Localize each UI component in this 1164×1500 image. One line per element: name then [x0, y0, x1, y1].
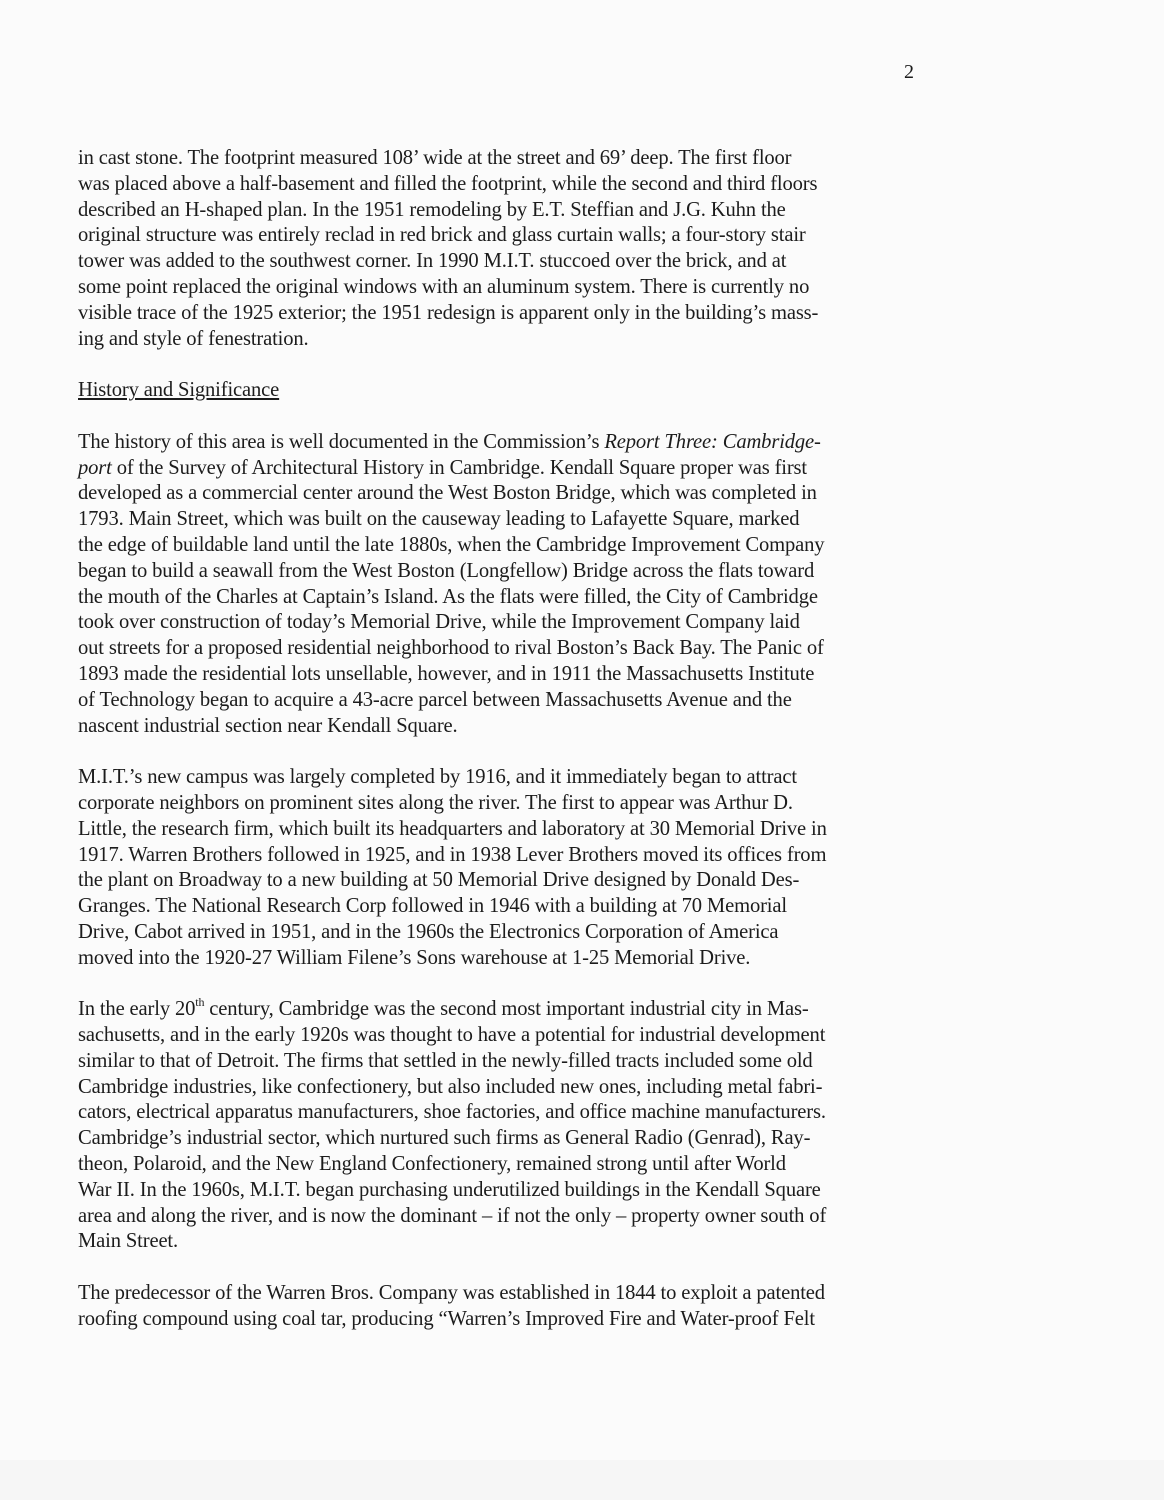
text-line: in cast stone. The footprint measured 108’ wide at the street and 69’ deep. The first floor [78, 147, 792, 169]
text-line: the plant on Broadway to a new building at 50 Memorial Drive designed by Donald Des- [78, 869, 800, 892]
text-line [78, 997, 938, 1023]
text-line: War II. In the 1960s, M.I.T. began purchasing underutilized buildings in the Kendall Square [78, 1178, 821, 1201]
text-line: similar to that of Detroit. The firms that settled in the newly-filled tracts included some old [78, 1049, 813, 1072]
text-line: Little, the research firm, which built its headquarters and laboratory at 30 Memorial Drive in [78, 817, 827, 840]
text-run: of the Survey of Architectural History in Cambridge. Kendall Square proper was first [111, 456, 807, 479]
paragraph-building-description [78, 146, 938, 352]
text-run: The history of this area is well documented in the Commission’s [78, 430, 605, 453]
text-line: the edge of buildable land until the late 1880s, when the Cambridge Improvement Company [78, 533, 825, 556]
text-line: theon, Polaroid, and the New England Confectionery, remained strong until after World [78, 1153, 786, 1176]
text-line: 1893 made the residential lots unsellable, however, and in 1911 the Massachusetts Institute [78, 662, 815, 685]
text-line: of Technology began to acquire a 43-acre parcel between Massachusetts Avenue and the [78, 688, 792, 711]
text-line: roofing compound using coal tar, producing “Warren’s Improved Fire and Water-proof Felt [78, 1307, 815, 1330]
text-line: moved into the 1920-27 William Filene’s Sons warehouse at 1-25 Memorial Drive. [78, 946, 751, 969]
text-line: took over construction of today’s Memorial Drive, while the Improvement Company laid [78, 611, 800, 634]
text-line: developed as a commercial center around the West Boston Bridge, which was completed in [78, 482, 817, 505]
section-heading: History and Significance [78, 379, 280, 402]
text-line: the mouth of the Charles at Captain’s Island. As the flats were filled, the City of Cambridge [78, 585, 818, 608]
text-line: 1917. Warren Brothers followed in 1925, and in 1938 Lever Brothers moved its offices from [78, 843, 827, 866]
text-line: was placed above a half-basement and filled the footprint, while the second and third floors [78, 172, 818, 195]
paragraph-mit-neighbors [78, 765, 938, 971]
report-title-italic: Report Three: Cambridge- [604, 430, 821, 453]
text-line: sachusetts, and in the early 1920s was thought to have a potential for industrial development [78, 1024, 826, 1047]
text-line [78, 456, 938, 482]
text-line: The predecessor of the Warren Bros. Company was established in 1844 to exploit a patented [78, 1282, 825, 1305]
text-line: cators, electrical apparatus manufacturers, shoe factories, and office machine manufacturers. [78, 1101, 826, 1124]
text-run: century, Cambridge was the second most important industrial city in Mas- [204, 998, 809, 1021]
document-body [78, 146, 938, 1358]
ordinal-superscript: th [195, 995, 205, 1010]
text-line: began to build a seawall from the West Boston (Longfellow) Bridge across the flats toward [78, 559, 815, 582]
text-run: In the early 20 [78, 998, 196, 1021]
text-line: Cambridge industries, like confectionery, but also included new ones, including metal fabri- [78, 1075, 823, 1098]
paragraph-warren-bros [78, 1281, 938, 1333]
text-line: out streets for a proposed residential neighborhood to rival Boston’s Back Bay. The Panic of [78, 637, 824, 660]
text-line: Drive, Cabot arrived in 1951, and in the 1960s the Electronics Corporation of America [78, 920, 779, 943]
paragraph-area-history [78, 430, 938, 740]
text-line [78, 430, 938, 456]
text-line: original structure was entirely reclad in red brick and glass curtain walls; a four-story stair [78, 224, 806, 247]
text-line: visible trace of the 1925 exterior; the 1951 redesign is apparent only in the building’s mass- [78, 301, 819, 324]
paragraph-industrial-city [78, 997, 938, 1255]
text-line: corporate neighbors on prominent sites along the river. The first to appear was Arthur D. [78, 791, 793, 814]
report-title-italic: port [78, 456, 112, 479]
text-line: M.I.T.’s new campus was largely completed by 1916, and it immediately began to attract [78, 766, 797, 789]
text-line: tower was added to the southwest corner. In 1990 M.I.T. stuccoed over the brick, and at [78, 250, 787, 273]
text-line: 1793. Main Street, which was built on the causeway leading to Lafayette Square, marked [78, 508, 800, 531]
page-number: 2 [904, 61, 914, 83]
scan-bottom-margin [0, 1460, 1164, 1500]
text-line: Cambridge’s industrial sector, which nurtured such firms as General Radio (Genrad), Ray- [78, 1127, 811, 1150]
text-line: Main Street. [78, 1230, 179, 1253]
text-line: nascent industrial section near Kendall Square. [78, 714, 458, 737]
text-line: ing and style of fenestration. [78, 327, 309, 350]
text-line: Granges. The National Research Corp followed in 1946 with a building at 70 Memorial [78, 895, 787, 918]
text-line: described an H-shaped plan. In the 1951 remodeling by E.T. Steffian and J.G. Kuhn the [78, 198, 786, 221]
text-line: area and along the river, and is now the dominant – if not the only – property owner south of [78, 1204, 827, 1227]
text-line: some point replaced the original windows with an aluminum system. There is currently no [78, 275, 810, 298]
